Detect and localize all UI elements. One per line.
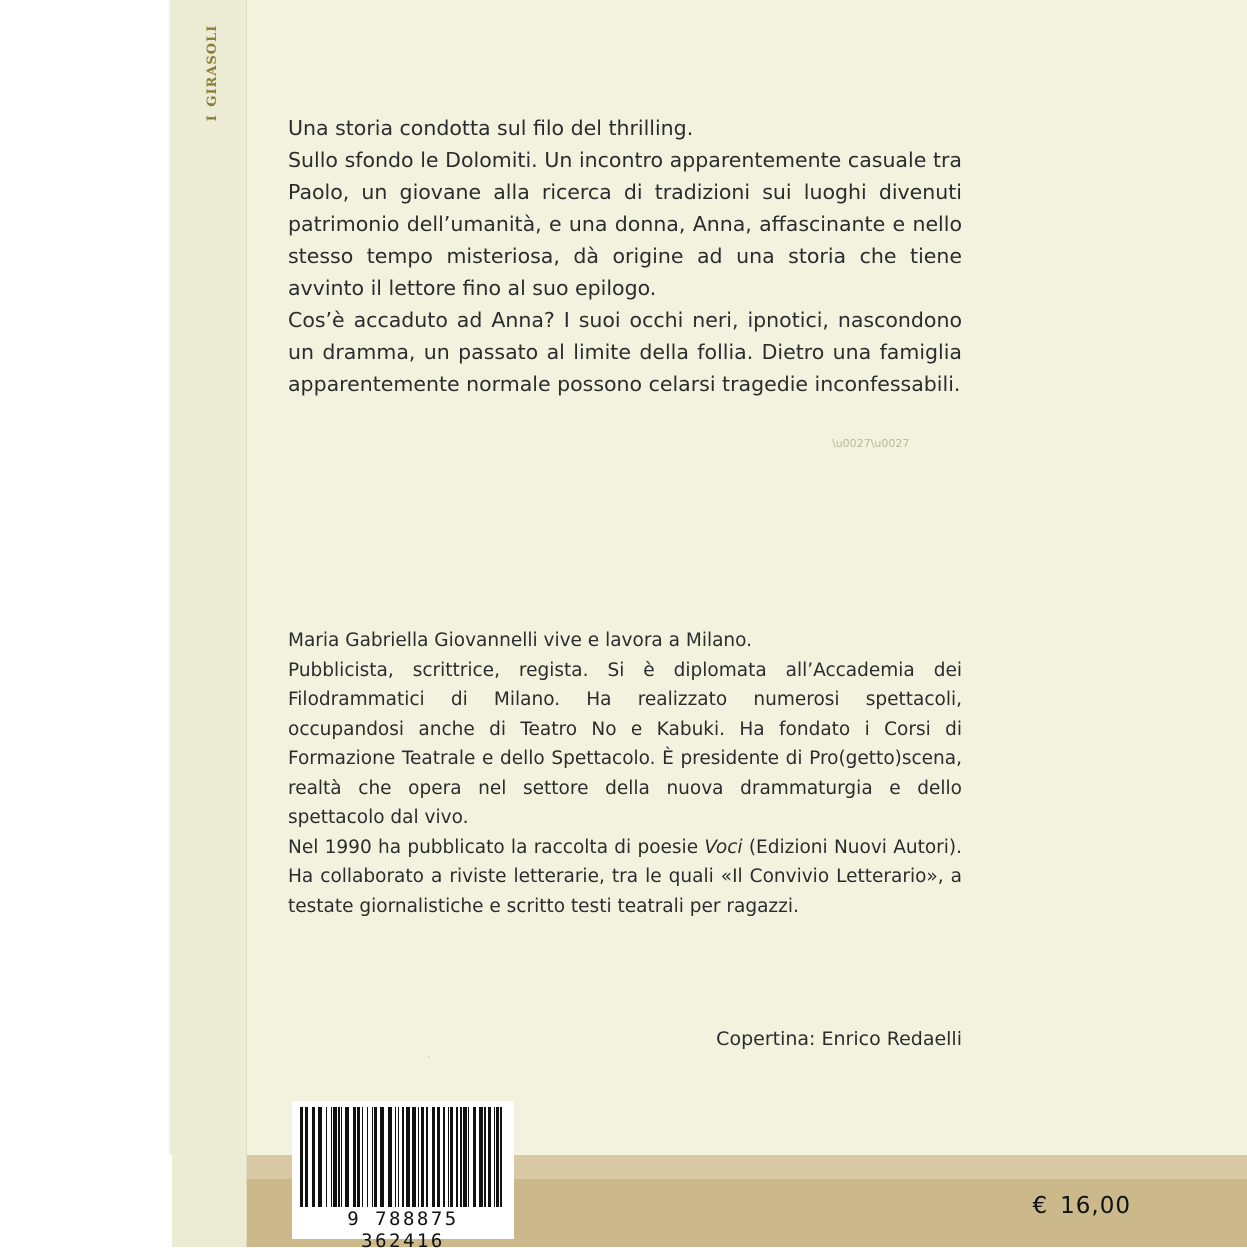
book-spine [172, 0, 247, 1247]
page-left-margin [0, 0, 172, 1247]
spine-series-label: i girasoli [199, 0, 221, 173]
blurb-text [288, 112, 962, 400]
barcode [292, 1101, 514, 1239]
blurb-paragraph-2: Sullo sfondo le Dolomiti. Un incontro apparentemente casuale tra Paolo, un giovane alla ricerca di tradizioni sui luoghi divenuti patrimonio dell’umanità, e una donna, Anna, affascinante e nello stesso tempo misteriosa, dà origine ad una storia che tiene avvinto il lettore fino al suo epilogo. [288, 144, 962, 304]
author-bio [288, 626, 962, 921]
price [1033, 1193, 1132, 1219]
bio-para2-before: Nel 1990 ha pubblicato la raccolta di poesie [288, 837, 704, 858]
book-back-cover [172, 0, 1247, 1247]
price-amount: 16,00 [1060, 1193, 1131, 1219]
paper-speck: \u0027\u0027 [832, 437, 909, 450]
paper-speck: . [427, 1048, 431, 1061]
cover-credit: Copertina: Enrico Redaelli [288, 1028, 962, 1050]
price-currency: € [1033, 1193, 1049, 1219]
bio-book-title: Voci [704, 837, 742, 858]
bio-paragraph-1: Pubblicista, scrittrice, regista. Si è diplomata all’Accademia dei Filodrammatici di Milano. Ha realizzato numerosi spettacoli, occupandosi anche di Teatro No e Kabuki. Ha fondato i Corsi di Formazione Teatrale e dello Spettacolo. È presidente di Pro(getto)scena, realtà che opera nel settore della nuova drammaturgia e dello spettacolo dal vivo. [288, 656, 962, 833]
barcode-bars [300, 1107, 506, 1207]
page-bottom-left-margin [0, 1155, 172, 1247]
barcode-digits: 9 788875 362416 [300, 1208, 506, 1252]
bio-para2-after: (Edizioni Nuovi Autori). Ha collaborato a riviste letterarie, tra le quali «Il Convivio Letterario», a testate giornalistiche e scritto testi teatrali per ragazzi. [288, 837, 962, 917]
bio-paragraph-2 [288, 833, 962, 922]
blurb-paragraph-3: Cos’è accaduto ad Anna? I suoi occhi neri, ipnotici, nascondono un dramma, un passato al limite della follia. Dietro una famiglia apparentemente normale possono celarsi tragedie inconfessabili. [288, 304, 962, 400]
blurb-line-1: Una storia condotta sul filo del thrilling. [288, 112, 962, 144]
bio-line-1: Maria Gabriella Giovannelli vive e lavora a Milano. [288, 626, 962, 656]
